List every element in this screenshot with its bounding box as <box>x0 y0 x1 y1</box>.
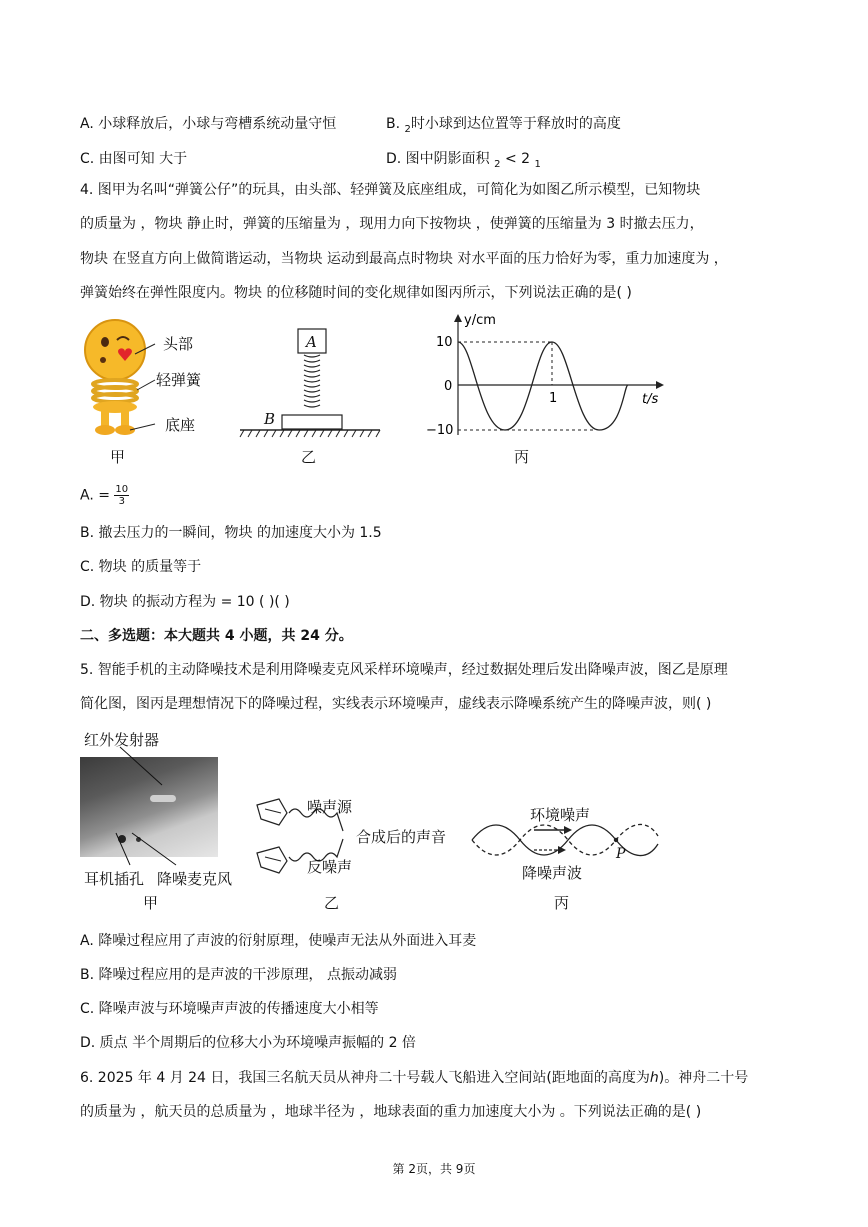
q5-jia-caption: 甲 <box>143 894 159 912</box>
q4-bing-xlabel: t/s <box>642 392 659 407</box>
q5-yi-noise-source-label: 噪声源 <box>307 798 353 816</box>
q4-stem-line-4: 弹簧始终在弹性限度内。物块 的位移随时间的变化规律如图丙所示，下列说法正确的是( ) <box>80 285 632 301</box>
q4-jia-head-label: 头部 <box>163 335 194 353</box>
q5-yi-caption: 乙 <box>324 894 340 912</box>
q3-option-d: D. 图中阴影面积 $_2$ < 2 $_1$ <box>386 151 541 170</box>
page-footer: 第 2页，共 9页 <box>392 1162 476 1176</box>
q5-jia-ir-label: 红外发射器 <box>84 731 160 749</box>
q3-option-a: A. 小球释放后，小球与弯槽系统动量守恒 <box>80 116 337 132</box>
q4-bing-ytick-top: 10 <box>436 335 453 350</box>
q5-yi-anti-noise-label: 反噪声 <box>307 858 353 876</box>
q4-jia-caption: 甲 <box>110 448 126 466</box>
q5-yi-combined-label: 合成后的声音 <box>356 828 447 846</box>
q4-jia-base-label: 底座 <box>165 416 196 434</box>
q4-option-b: B. 撤去压力的一瞬间，物块 的加速度大小为 1.5 <box>80 525 382 541</box>
q4-bing-ytick-bottom: −10 <box>426 423 454 438</box>
section-2-heading: 二、多选题：本大题共 4 小题，共 24 分。 <box>80 628 353 644</box>
q4-stem-line-1: 4. 图甲为名叫“弹簧公仔”的玩具，由头部、轻弹簧及底座组成，可简化为如图乙所示模型，已知物块 <box>80 182 701 198</box>
q4-yi-block-a: A <box>306 333 317 351</box>
q4-yi-block-b: B <box>264 410 276 428</box>
q3-option-c: C. 由图可知 大于 <box>80 151 188 167</box>
q5-bing-reduce-label: 降噪声波 <box>522 864 583 882</box>
q5-jia-pointer-lines <box>80 745 240 875</box>
q5-jia-mic-label: 降噪麦克风 <box>157 870 233 888</box>
q5-option-d: D. 质点 半个周期后的位移大小为环境噪声振幅的 2 倍 <box>80 1035 416 1051</box>
q4-bing-ylabel: y/cm <box>464 313 496 328</box>
q5-bing-env-label: 环境噪声 <box>530 806 591 824</box>
q4-option-a: A. = $\frac{10}{3}$ <box>80 484 129 507</box>
q4-option-d: D. 物块 的振动方程为 = 10 ( )( ) <box>80 594 290 610</box>
q4-bing-caption: 丙 <box>514 448 530 466</box>
q4-option-c: C. 物块 的质量等于 <box>80 559 202 575</box>
q4-figure-bing-graph <box>418 310 678 440</box>
q4-yi-caption: 乙 <box>301 448 317 466</box>
q5-bing-point-p: P <box>616 846 626 862</box>
q5-option-c: C. 降噪声波与环境噪声声波的传播速度大小相等 <box>80 1001 379 1017</box>
q5-jia-jack-label: 耳机插孔 <box>84 870 145 888</box>
q5-stem-line-1: 5. 智能手机的主动降噪技术是利用降噪麦克风采样环境噪声，经过数据处理后发出降噪声波，图乙是原理 <box>80 662 728 678</box>
q5-option-b: B. 降噪过程应用的是声波的干涉原理， 点振动减弱 <box>80 967 397 983</box>
q4-bing-xtick: 1 <box>549 391 558 406</box>
q5-bing-caption: 丙 <box>554 894 570 912</box>
q3-option-b: B. $_2$时小球到达位置等于释放时的高度 <box>386 116 621 135</box>
q4-bing-ytick-zero: 0 <box>444 379 453 394</box>
q6-stem-line-1: 6. 2025 年 4 月 24 日，我国三名航天员从神舟二十号载人飞船进入空间站(距地面的高度为ℎ)。神舟二十号 <box>80 1070 749 1086</box>
q4-stem-line-2: 的质量为 ，物块 静止时，弹簧的压缩量为 ，现用力向下按物块 ，使弹簧的压缩量为 3 时撤去压力， <box>80 216 704 232</box>
q4-jia-spring-label: 轻弹簧 <box>156 371 202 389</box>
q6-stem-line-2: 的质量为 ，航天员的总质量为 ，地球半径为 ，地球表面的重力加速度大小为 。下列说法正确的是( ) <box>80 1104 702 1120</box>
q4-stem-line-3: 物块 在竖直方向上做简谐运动，当物块 运动到最高点时物块 对水平面的压力恰好为零，重力加速度为 ， <box>80 251 728 267</box>
q5-stem-line-2: 简化图，图丙是理想情况下的降噪过程，实线表示环境噪声，虚线表示降噪系统产生的降噪声波，则( ) <box>80 696 712 712</box>
q5-option-a: A. 降噪过程应用了声波的衍射原理，使噪声无法从外面进入耳麦 <box>80 933 477 949</box>
